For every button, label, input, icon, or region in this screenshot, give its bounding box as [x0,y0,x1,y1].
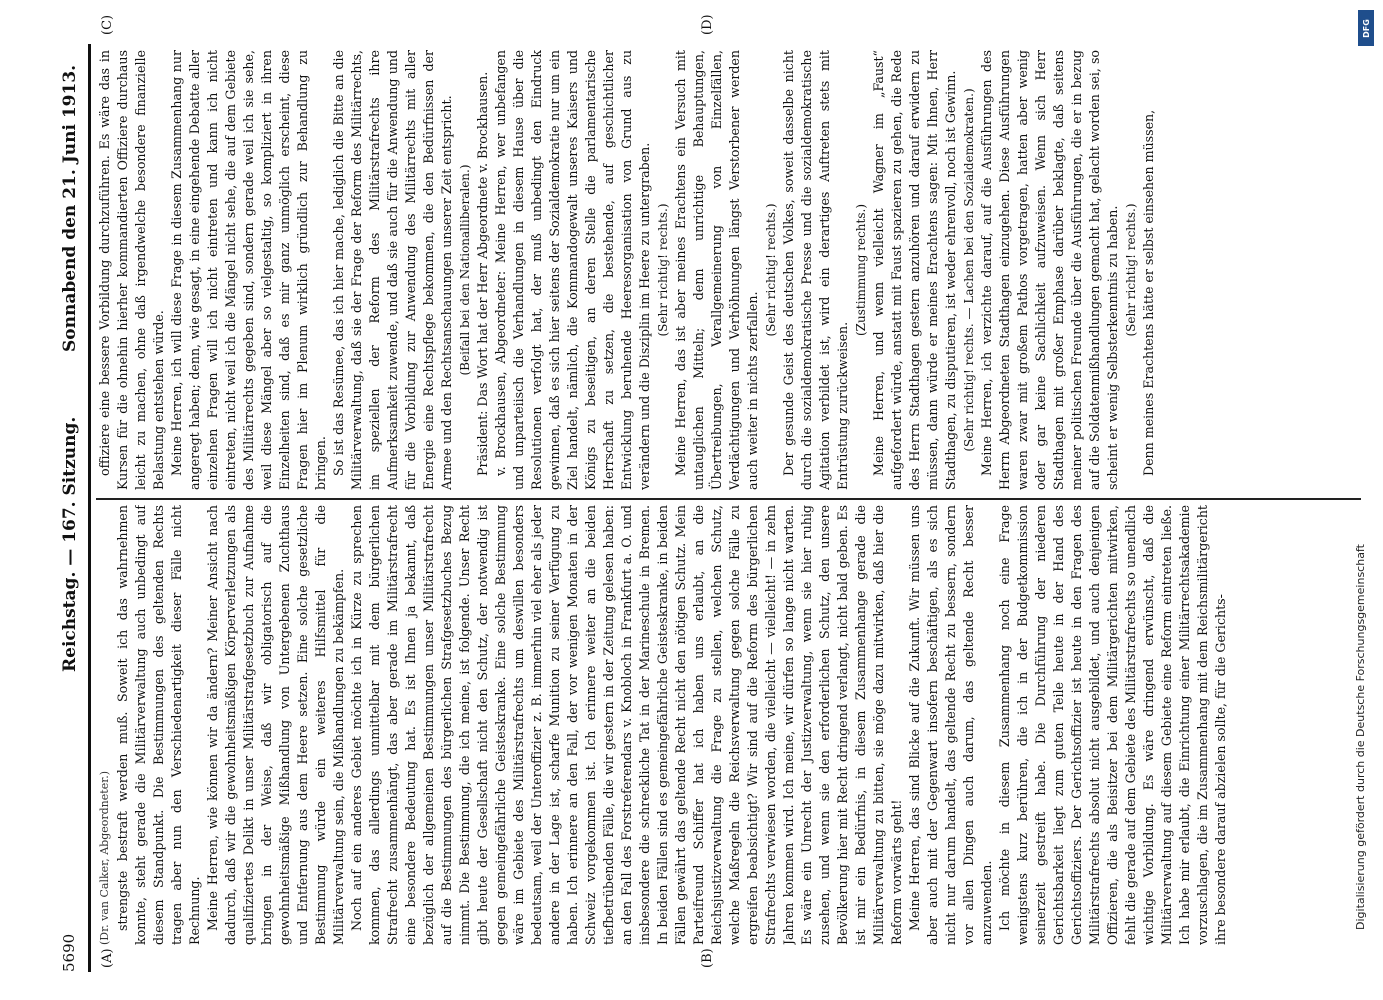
paragraph: Ich möchte in diesem Zusammenhang noch eine Frage wenigstens kurz berühren, die ich in der Budgetkommission seinerzeit gestreift habe. Die Durchführung der niederen Gerichtsbarkeit liegt zum guten Teile heute in der Hand des Gerichtsoffiziers. Der Gerichtsoffizier ist heute in den Fragen des Militärstrafrechts absolut nicht ausgebildet, und auch denjenigen Offizieren, die als Beisitzer bei dem Militärgerichten mitwirken, fehlt die gerade auf dem Gebiete des Militärstrafrechts so unendlich wichtige Vorbildung. Es wäre dringend erwünscht, daß die Militärverwaltung auf diesem Gebiete eine Reform eintreten ließe. Ich habe mir erlaubt, die Einrichtung einer Militärrechtsakademie vorzuschlagen, die im Zusammenhang mit dem Reichsmilitärgericht ihre besondere darauf abzielen sollte, für die Gerichts- [997,505,1228,945]
applause-note: (Sehr richtig! rechts.) [764,203,778,337]
paragraph: Meine Herren, und wenn vielleicht Wagner im „Faust“ aufgefordert würde, anstatt mit Faust spazieren zu gehen, die Rede des Herrn Stadthagen gestern anzuhören und darauf erwidern zu müssen, dann würde er meines Erachtens sagen: Mit Ihnen, Herr Stadthagen, zu disputieren, ist weder ehrenvoll, noch ist Gewinn. [871,50,958,490]
margin-marker-b: (B) [700,948,715,968]
page-header [52,44,86,972]
digitization-note-text: Digitalisierung gefördert durch die Deutsche Forschungsgemeinschaft [1354,544,1367,930]
paragraph: Noch auf ein anderes Gebiet möchte ich in Kürze zu sprechen kommen, das allerdings unmittelbar mit dem bürgerlichen Strafrecht zusammenhängt, das aber gerade im Militärstrafrecht eine besondere Bedeutung hat. Es ist Ihnen ja bekannt, daß bezüglich der allgemeinen Bestimmungen unser Militärstrafrecht auf die Bestimmungen des bürgerlichen Strafgesetzbuches Bezug nimmt. Die Bestimmung, die ich meine, ist folgende. Unser Recht gibt heute der Gesellschaft nicht den Schutz, der notwendig ist gegen gemeingefährliche Geisteskranke. Eine solche Bestimmung wäre im Gebiete des Militärstrafrechts um deswillen besonders bedeutsam, weil der Unteroffizier z. B. immerhin viel eher als jeder andere in der Lage ist, scharfe Munition zu seiner Verfügung zu haben. Ich erinnere an den Fall, der vor wenigen Monaten in der Schweiz vorgekommen ist. Ich erinnere weiter an die beiden tiefbetrübenden Fälle, die wir gestern in der Zeitung gelesen haben: an den Fall des Forstreferendars v. Knobloch in Frankfurt a. O. und insbesondere die schreckliche Tat in der Marineschule in Bremen. In beiden Fällen sind es gemeingefährliche Geisteskranke, in beiden Fällen gewährt das geltende Recht nicht den nötigen Schutz. Mein Parteifreund Schiffer hat ich haben uns erlaubt, an die Reichsjustizverwaltung die Frage zu stellen, welchen Schutz, welche Maßregeln die Reichsverwaltung gegen solche Fälle zu ergreifen beabsichtigt? Wir sind auf die Reform des bürgerlichen Strafrechts verwiesen worden, die vielleicht — vielleicht! — in zehn Jahren kommen wird. Ich meine, wir dürfen so lange nicht warten. Es wäre ein Unrecht der Justizverwaltung, wenn sie hier ruhig zusehen, und wenn sie den erforderlichen Schutz, den unsere Bevölkerung hier mit Recht dringend verlangt, nicht bald geben. Es ist mir ein Bedürfnis, in diesem Zusammenhange gerade die Militärverwaltung zu bitten, sie möge dazu mitwirken, daß hier die Reform vorwärts geht! [349,505,904,945]
margin-marker-a: (A) [100,948,115,968]
paragraph: So ist das Resümee, das ich hier mache, lediglich die Bitte an die Militärverwaltung, daß sie der Frage der Reform des Militärrechts, im speziellen der Reform des Militärstrafrechts ihre Aufmerksamkeit zuwende, und daß sie auch für die Anwendung und für die Vorbildung zur Anwendung des Militärrechts mit aller Energie eine Rechtspflege bekommen, die den Bedürfnissen der Armee und den Rechtsanschauungen unserer Zeit entspricht. [331,50,454,490]
right-column [96,50,1361,490]
digitization-note [1346,60,1376,930]
paragraph: Meine Herren, ich verzichte darauf, auf die Ausführungen des Herrn Abgeordneten Stadthagen einzugehen. Diese Ausführungen waren zwar mit großem Pathos vorgetragen, hatten aber wenig oder gar keine Sachlichkeit aufzuweisen. Wenn sich Herr Stadthagen mit großer Emphase darüber beklagte, daß seitens meiner politischen Freunde über die Ausführungen, die er in bezug auf die Soldatenmißhandlungen gemacht hat, gelacht worden sei, so scheint er wenig Selbsterkenntnis zu haben. [979,50,1120,490]
paragraph: v. Brockhausen, Abgeordneter: Meine Herren, wer unbefangen und unparteiisch die Verhandlungen in diesem Hause über die Resolutionen verfolgt hat, der muß unbedingt den Eindruck gewinnen, daß es sich hier seitens der Sozialdemokratie nur um ein Ziel handelt, nämlich, die Kommandogewalt unseres Kaisers und Königs zu beseitigen, an deren Stelle die parlamentarische Herrschaft zu setzen, die bestehende, auf geschichtlicher Entwicklung beruhende Heeresorganisation von Grund aus zu verändern und die Disziplin im Heere zu untergraben. [493,50,652,490]
applause-note: (Sehr richtig! rechts. — Lachen bei den Sozialdemokraten.) [962,88,976,452]
paragraph: Meine Herren, das sind Blicke auf die Zukunft. Wir müssen uns aber auch mit der Gegenwart insofern beschäftigen, als es sich nicht nur darum handelt, das geltende Recht zu bessern, sondern vor allen Dingen auch darum, das geltende Recht besser anzuwenden. [907,505,994,945]
paragraph: offiziere eine bessere Vorbildung durchzuführen. Es wäre das in Kursen für die ohnehin hierher kommandierten Offiziere durchaus leicht zu machen, ohne daß irgendwelche besondere finanzielle Belastung entstehen würde. [97,50,166,490]
applause-note: (Zustimmung rechts.) [854,203,868,337]
paragraph: Der gesunde Geist des deutschen Volkes, soweit dasselbe nicht durch die sozialdemokratische Presse und die sozialdemokratische Agitation verbildet ist, wird ein derartiges Auftreten stets mit Entrüstung zurückweisen. [781,50,850,490]
applause-note: (Beifall bei den Nationalliberalen.) [458,164,472,376]
margin-marker-c: (C) [100,14,115,35]
paragraph: Meine Herren, das ist aber meines Erachtens ein Versuch mit untauglichen Mitteln; denn unrichtige Behauptungen, Übertreibungen, Verallgemeinerung von Einzelfällen, Verdächtigungen und Verhöhnungen längst Verstorbener werden auch weiter in nichts zerfallen. [673,50,760,490]
applause-note: (Sehr richtig! rechts.) [656,203,670,337]
paragraph: Meine Herren, ich will diese Frage in diesem Zusammenhang nur angeregt haben; denn, wie gesagt, in eine eingehende Debatte aller einzelnen Fragen will ich nicht eintreten und kann ich nicht eintreten, nicht weil ich die Mängel nicht sehe, die auf dem Gebiete des Militärrechts gegeben sind, sondern gerade weil ich sie sehe, weil diese Mängel aber so vielgestaltig, so kompliziert in ihren Einzelheiten sind, daß es mir ganz unmöglich erscheint, diese Fragen hier im Plenum wirklich gründlich zur Behandlung zu bringen. [169,50,328,490]
session-date: Sonnabend den 21. Juni 1913. [60,64,80,352]
dfg-logo-text: DFG [1361,18,1371,38]
paragraph: strengste bestraft werden muß. Soweit ich das wahrnehmen konnte, steht gerade die Militärverwaltung auch unbedingt auf diesem Standpunkt. Die Bestimmungen des geltenden Rechts tragen aber nun den Verschiedenartigkeit dieser Fälle nicht Rechnung. [115,505,202,945]
page-number: 5690 [60,933,78,972]
left-column [96,505,1361,945]
paragraph: Denn meines Erachtens hätte er selbst einsehen müssen, [1141,109,1156,476]
applause-note: (Sehr richtig! rechts.) [1124,203,1138,337]
header-rule [88,44,91,972]
margin-marker-d: (D) [700,14,715,35]
dfg-logo [1358,10,1374,46]
session-title: Reichstag. — 167. Sitzung. [60,416,80,672]
speaker-tag: (Dr. van Calker, Abgeordneter.) [98,770,111,945]
president-line: Präsident: Das Wort hat der Herr Abgeordnete v. Brockhausen. [475,71,490,476]
column-divider [96,498,1361,500]
paragraph: Meine Herren, wie können wir da ändern? Meiner Ansicht nach dadurch, daß wir die gewohnheitsmäßigen Körperverletzungen als qualifiziertes Delikt in unser Militärstrafgesetzbuch zur Aufnahme bringen in der Weise, daß wir obligatorisch auf die gewohnheitsmäßige Mißhandlung von Untergebenen Zuchthaus und Entfernung aus dem Heere setzen. Eine solche gesetzliche Bestimmung würde ein weiteres Hilfsmittel für die Militärverwaltung sein, die Mißhandlungen zu bekämpfen. [205,505,346,945]
